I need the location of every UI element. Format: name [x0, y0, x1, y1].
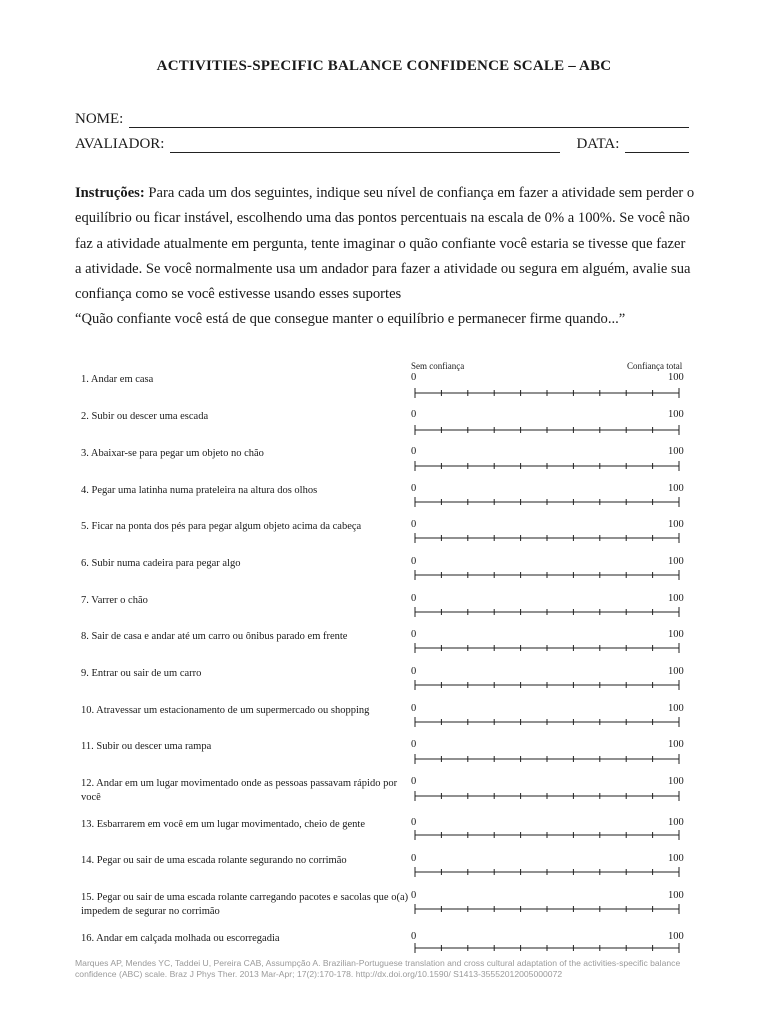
scale-max-label: 100 — [668, 817, 684, 828]
scale-max-label: 100 — [668, 556, 684, 567]
rating-scale[interactable] — [415, 570, 679, 580]
item-label: 13. Esbarrarem em você em um lugar movimentado, cheio de gente — [81, 819, 365, 830]
rating-scale[interactable] — [415, 943, 679, 953]
scale-min-label: 0 — [411, 703, 417, 714]
scale-min-label: 0 — [411, 776, 417, 787]
item-label: 9. Entrar ou sair de um carro — [81, 668, 202, 679]
scale-max-label: 100 — [668, 409, 684, 420]
item-label: 11. Subir ou descer uma rampa — [81, 741, 212, 752]
scale-min-label: 0 — [411, 666, 417, 677]
scale-max-label: 100 — [668, 931, 684, 942]
rating-scale[interactable] — [415, 830, 679, 840]
scale-max-label: 100 — [668, 372, 684, 383]
rating-scale[interactable] — [415, 425, 679, 435]
rating-scale[interactable] — [415, 717, 679, 727]
item-label: 14. Pegar ou sair de uma escada rolante segurando no corrimão — [81, 855, 347, 866]
rating-scale[interactable] — [415, 643, 679, 653]
item-label: 16. Andar em calçada molhada ou escorregadia — [81, 933, 280, 944]
scale-max-label: 100 — [668, 519, 684, 530]
date-label: DATA: — [576, 136, 620, 152]
item-label: 7. Varrer o chão — [81, 595, 148, 606]
scale-min-label: 0 — [411, 817, 417, 828]
scale-high-label: Confiança total — [627, 361, 683, 371]
item-label: 2. Subir ou descer uma escada — [81, 411, 209, 422]
item-label: 5. Ficar na ponta dos pés para pegar algum objeto acima da cabeça — [81, 521, 362, 532]
evaluator-label: AVALIADOR: — [75, 136, 165, 152]
scale-min-label: 0 — [411, 446, 417, 457]
scale-min-label: 0 — [411, 556, 417, 567]
item-label: 6. Subir numa cadeira para pegar algo — [81, 558, 241, 569]
scale-min-label: 0 — [411, 629, 417, 640]
scale-max-label: 100 — [668, 483, 684, 494]
citation: Marques AP, Mendes YC, Taddei U, Pereira CAB, Assumpção A. Brazilian-Portuguese translation and cross cultural adaptation of the activities-specific balance confidence (ABC) scale. Braz J Phys Ther. 2013 Mar-Apr; 17(2):170-178. http://dx.doi.org/10.1590/ S1413-35552012005000072 — [75, 958, 681, 979]
rating-scale[interactable] — [415, 754, 679, 764]
item-label: 1. Andar em casa — [81, 374, 154, 385]
scale-max-label: 100 — [668, 776, 684, 787]
rating-scale[interactable] — [415, 497, 679, 507]
rating-scale[interactable] — [415, 607, 679, 617]
scale-max-label: 100 — [668, 703, 684, 714]
rating-scale[interactable] — [415, 791, 679, 801]
rating-scale[interactable] — [415, 680, 679, 690]
item-label: 12. Andar em um lugar movimentado onde as pessoas passavam rápido por você — [81, 778, 398, 803]
item-label: 8. Sair de casa e andar até um carro ou ônibus parado em frente — [81, 631, 348, 642]
scale-max-label: 100 — [668, 666, 684, 677]
document-title: ACTIVITIES-SPECIFIC BALANCE CONFIDENCE SCALE – ABC — [156, 58, 612, 74]
scale-max-label: 100 — [668, 853, 684, 864]
rating-scale[interactable] — [415, 388, 679, 398]
scale-low-label: Sem confiança — [411, 361, 465, 371]
scale-min-label: 0 — [411, 409, 417, 420]
rating-scale[interactable] — [415, 904, 679, 914]
scale-min-label: 0 — [411, 519, 417, 530]
item-label: 4. Pegar uma latinha numa prateleira na altura dos olhos — [81, 485, 318, 496]
scale-min-label: 0 — [411, 890, 417, 901]
scale-min-label: 0 — [411, 372, 417, 383]
scale-max-label: 100 — [668, 890, 684, 901]
scale-min-label: 0 — [411, 593, 417, 604]
item-label: 15. Pegar ou sair de uma escada rolante carregando pacotes e sacolas que o(a) impedem de segurar no corrimão — [81, 892, 409, 917]
rating-scale[interactable] — [415, 461, 679, 471]
rating-scale[interactable] — [415, 867, 679, 877]
instructions-lead: Instruções: — [75, 185, 145, 201]
rating-scale[interactable] — [415, 533, 679, 543]
instructions-text: Para cada um dos seguintes, indique seu nível de confiança em fazer a atividade sem perder o equilíbrio ou ficar instável, escolhendo uma das pontos percentuais na escala de 0% a 100%. Se você não faz a atividade atualmente em pergunta, tente imaginar o quão confiante você estaria se tivesse que fazer a atividade. Se você normalmente usa um andador para fazer a atividade ou segura em alguém, avalie sua confiança como se você estivesse usando esses suportes — [75, 185, 695, 303]
item-label: 10. Atravessar um estacionamento de um supermercado ou shopping — [81, 705, 370, 716]
scale-min-label: 0 — [411, 931, 417, 942]
scale-max-label: 100 — [668, 739, 684, 750]
name-label: NOME: — [75, 111, 124, 127]
scale-max-label: 100 — [668, 629, 684, 640]
instructions-question: “Quão confiante você está de que consegue manter o equilíbrio e permanecer firme quando...” — [75, 311, 626, 328]
scale-max-label: 100 — [668, 593, 684, 604]
scale-max-label: 100 — [668, 446, 684, 457]
scale-min-label: 0 — [411, 739, 417, 750]
scale-min-label: 0 — [411, 853, 417, 864]
item-label: 3. Abaixar-se para pegar um objeto no chão — [81, 448, 264, 459]
scale-min-label: 0 — [411, 483, 417, 494]
